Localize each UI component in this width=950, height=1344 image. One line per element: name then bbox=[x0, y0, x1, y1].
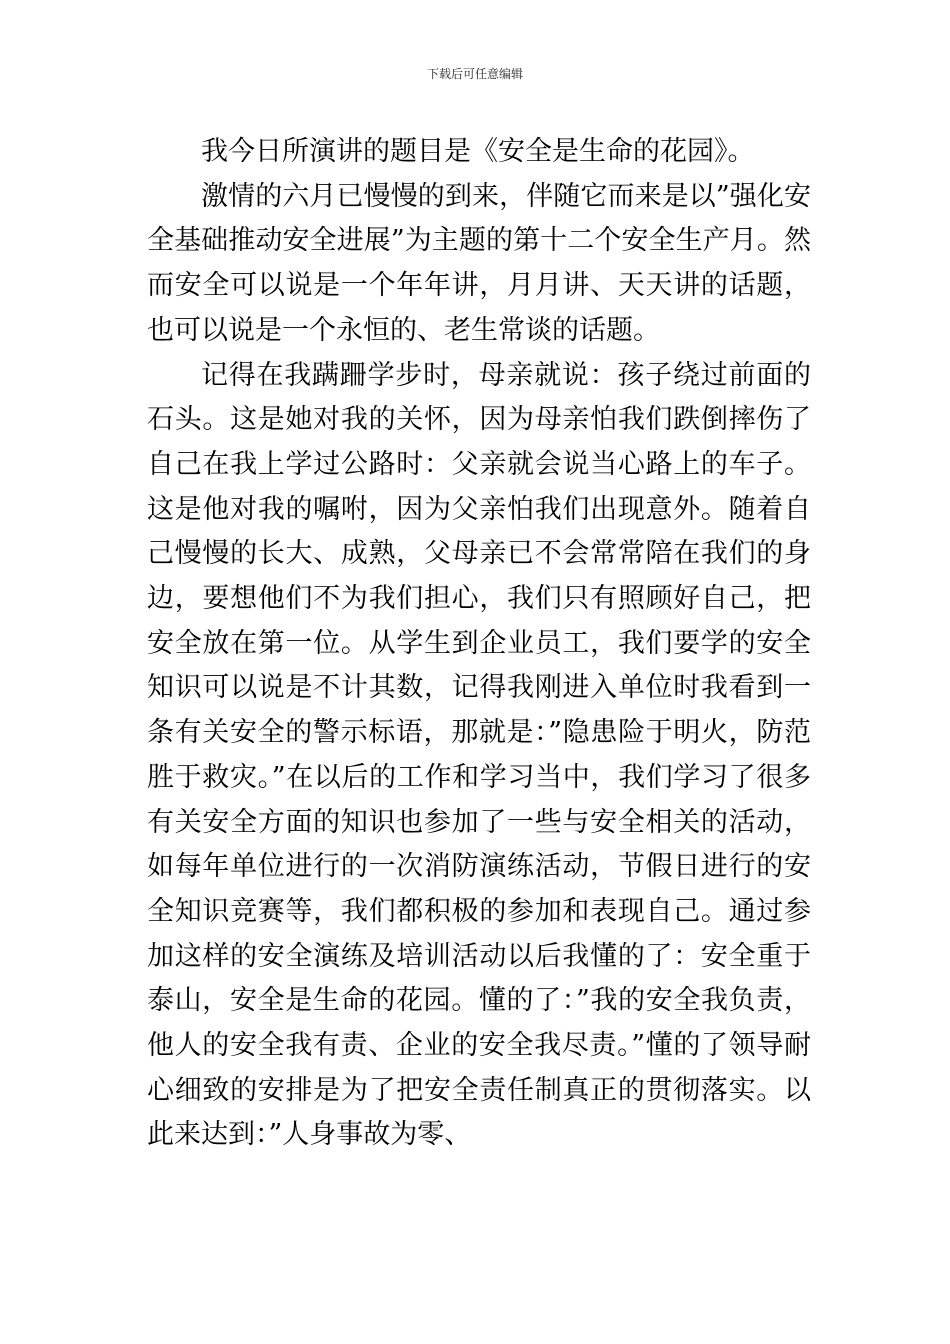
paragraph-childhood-memories: 记得在我蹒跚学步时，母亲就说：孩子绕过前面的石头。这是她对我的关怀，因为母亲怕我们跌倒摔伤了自己在我上学过公路时：父亲就会说当心路上的车子。这是他对我的嘱咐，因为父亲怕我们出现意外。随着自己慢慢的长大、成熟，父母亲已不会常常陪在我们的身边，要想他们不为我们担心，我们只有照顾好自己，把安全放在第一位。从学生到企业员工，我们要学的安全知识可以说是不计其数，记得我刚进入单位时我看到一条有关安全的警示标语，那就是：”隐患险于明火，防范胜于救灾。”在以后的工作和学习当中，我们学习了很多有关安全方面的知识也参加了一些与安全相关的活动，如每年单位进行的一次消防演练活动，节假日进行的安全知识竞赛等，我们都积极的参加和表现自己。通过参加这样的安全演练及培训活动以后我懂的了：安全重于泰山，安全是生命的花园。懂的了：”我的安全我负责，他人的安全我有责、企业的安全我尽责。”懂的了领导耐心细致的安排是为了把安全责任制真正的贯彻落实。以此来达到：”人身事故为零、 bbox=[147, 359, 811, 1151]
paragraph-june-safety-month: 激情的六月已慢慢的到来，伴随它而来是以”强化安全基础推动安全进展”为主题的第十二个安全生产月。然而安全可以说是一个年年讲，月月讲、天天讲的话题，也可以说是一个永恒的、老生常谈的话题。 bbox=[147, 180, 811, 346]
paragraph-title-intro: 我今日所演讲的题目是《安全是生命的花园》。 bbox=[201, 136, 755, 167]
document-body bbox=[147, 130, 811, 1158]
page-header: 下载后可任意编辑 bbox=[426, 67, 523, 81]
